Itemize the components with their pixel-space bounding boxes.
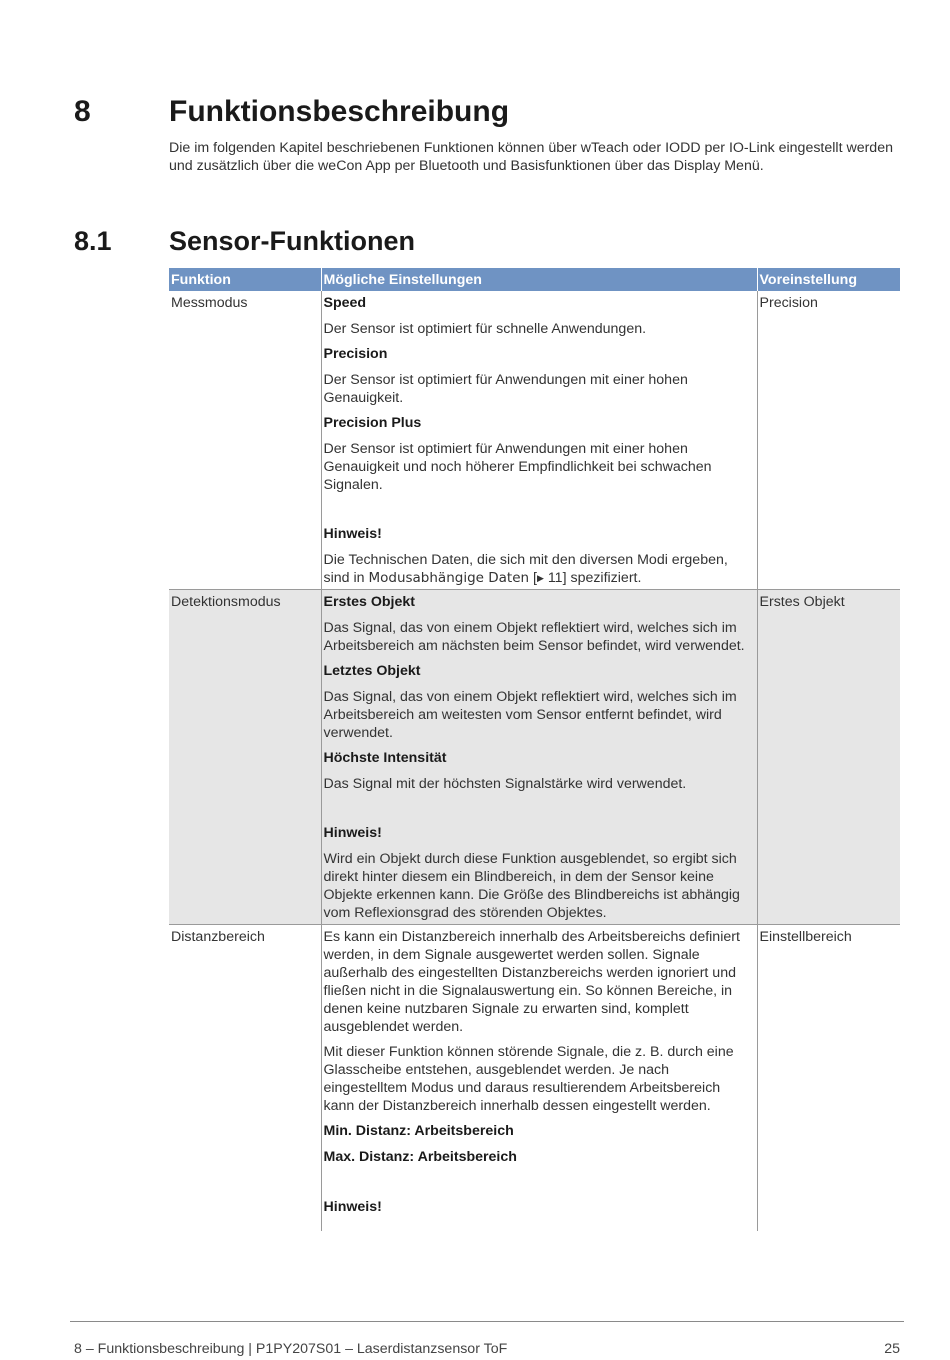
option-text: Der Sensor ist optimiert für Anwendungen mit einer hohen Genauigkeit.: [323, 372, 688, 406]
option-title: Precision Plus: [323, 415, 422, 431]
row-default: Erstes Objekt: [757, 590, 900, 925]
row-settings: [321, 925, 757, 1232]
table-row: [169, 925, 900, 1232]
footer-divider: [70, 1321, 904, 1322]
option-text: Der Sensor ist optimiert für schnelle Anwendungen.: [323, 321, 647, 337]
chapter-intro: Die im folgenden Kapitel beschriebenen Funktionen können über wTeach oder IODD per IO-Link eingestellt werden und zusätzlich über die weCon App per Bluetooth und Basisfunktionen über das Display Menü.: [169, 140, 893, 174]
paragraph: Es kann ein Distanzbereich innerhalb des Arbeitsbereichs definiert werden, in dem Signale ausgewertet werden sollen. Signale außerhalb des eingestellten Distanzbereichs werden ignoriert und fließen nicht in die Signalauswertung ein. So können Bereiche, in denen keine nutzbaren Signale zu erwarten sind, komplett ausgeblendet werden.: [323, 929, 740, 1035]
header-settings: Mögliche Einstellungen: [321, 268, 757, 291]
row-default: Precision: [757, 291, 900, 590]
row-settings: [321, 590, 757, 925]
option-title: Precision: [323, 346, 388, 362]
setting-title: Min. Distanz: Arbeitsbereich: [323, 1123, 514, 1139]
page-arrow-icon: ▶: [536, 573, 544, 583]
chapter-title: Funktionsbeschreibung: [169, 95, 510, 128]
footer-text: 8 – Funktionsbeschreibung | P1PY207S01 – Laserdistanzsensor ToF: [74, 1341, 508, 1357]
header-default: Voreinstellung: [757, 268, 900, 291]
sensor-functions-table: [169, 268, 900, 1231]
option-text: Das Signal, das von einem Objekt reflektiert wird, welches sich im Arbeitsbereich am nächsten beim Sensor befindet, wird verwendet.: [323, 620, 745, 654]
row-function: Detektionsmodus: [169, 590, 321, 925]
note-text: Wird ein Objekt durch diese Funktion ausgeblendet, so ergibt sich direkt hinter diesem ein Blindbereich, in dem der Sensor keine Objekte erkennen kann. Die Größe des Blindbereichs ist abhängig vom Reflexionsgrad des störenden Objektes.: [323, 851, 740, 921]
header-function: Funktion: [169, 268, 321, 291]
row-function: Distanzbereich: [171, 929, 265, 945]
option-title: Höchste Intensität: [323, 750, 447, 766]
option-text: Das Signal, das von einem Objekt reflektiert wird, welches sich im Arbeitsbereich am weitesten vom Sensor entfernt befindet, wird verwendet.: [323, 689, 737, 741]
table-row: [169, 291, 900, 590]
page-number: 25: [884, 1341, 900, 1357]
note-title: Hinweis!: [323, 1199, 382, 1215]
paragraph: Mit dieser Funktion können störende Signale, die z. B. durch eine Glasscheibe entstehen, ausgeblendet werden. Je nach eingestelltem Modus und daraus resultierendem Arbeitsbereich kann der Distanzbereich innerhalb dessen eingestellt werden.: [323, 1044, 734, 1114]
option-text: Das Signal mit der höchsten Signalstärke wird verwendet.: [323, 776, 687, 792]
chapter-number: 8: [74, 95, 91, 128]
reference-page: 11: [547, 570, 563, 586]
note-text: Die Technischen Daten, die sich mit den diversen Modi ergeben, sind in Modusabhängige Daten [▶ 11] spezifiziert.: [323, 552, 728, 586]
section-number: 8.1: [74, 226, 112, 256]
table-row: [169, 590, 900, 925]
note-title: Hinweis!: [323, 825, 382, 841]
option-title: Erstes Objekt: [323, 594, 415, 610]
setting-title: Max. Distanz: Arbeitsbereich: [323, 1149, 517, 1165]
cross-reference-link[interactable]: Modusabhängige Daten: [368, 570, 530, 586]
row-default: Einstellbereich: [759, 929, 852, 945]
row-settings: [321, 291, 757, 590]
section-title: Sensor-Funktionen: [169, 226, 416, 256]
option-title: Letztes Objekt: [323, 663, 421, 679]
row-function: Messmodus: [169, 291, 321, 590]
note-title: Hinweis!: [323, 526, 382, 542]
option-title: Speed: [323, 295, 367, 311]
table-header-row: [169, 268, 900, 291]
option-text: Der Sensor ist optimiert für Anwendungen mit einer hohen Genauigkeit und noch höherer Empfindlichkeit bei schwachen Signalen.: [323, 441, 712, 493]
